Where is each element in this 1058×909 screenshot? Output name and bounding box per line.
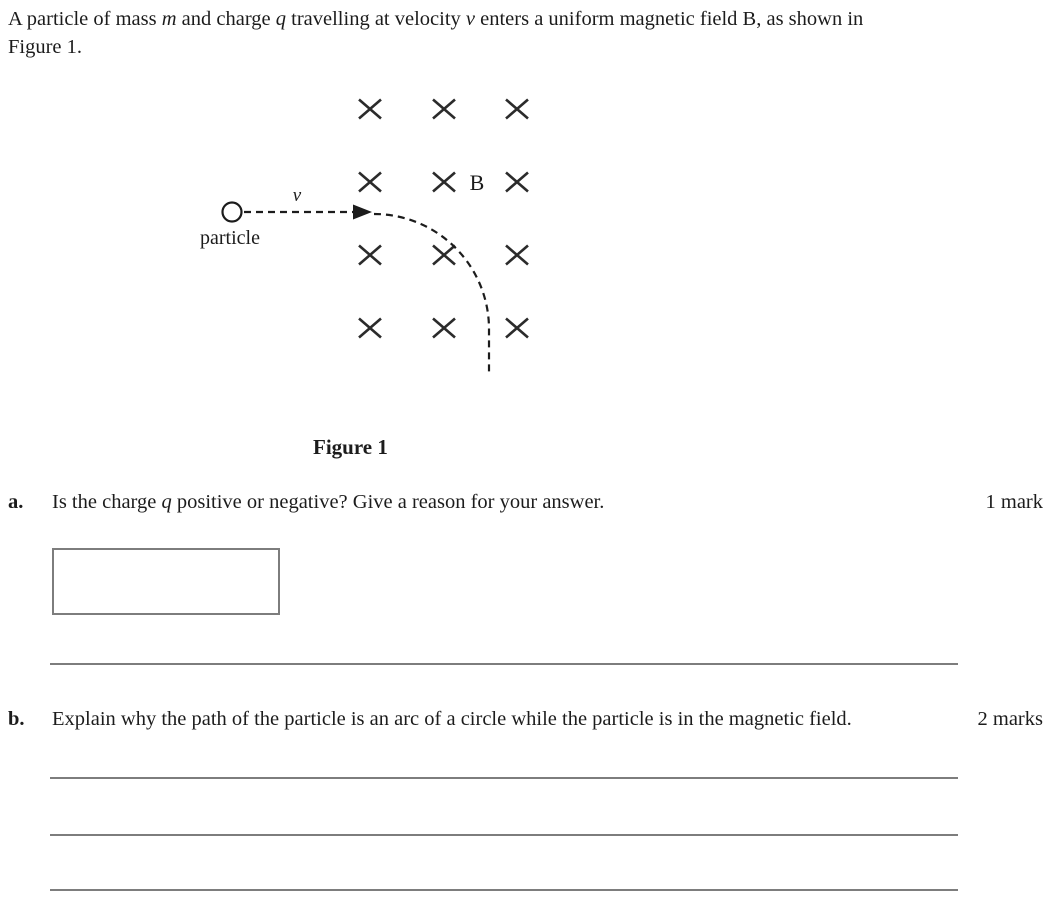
field-into-page-mark: [433, 246, 455, 265]
question-b-marks: 2 marks: [977, 708, 1043, 730]
answer-line-b-3[interactable]: [50, 889, 958, 891]
field-into-page-mark: [359, 100, 381, 119]
answer-box-a[interactable]: [52, 548, 280, 615]
particle-label: particle: [200, 227, 260, 249]
figure-caption: Figure 1: [313, 435, 388, 459]
particle-path-curve: [374, 214, 489, 374]
answer-line-a-1[interactable]: [50, 663, 958, 665]
field-into-page-mark: [359, 319, 381, 338]
question-a-letter: a.: [8, 491, 24, 513]
question-intro: [8, 5, 1052, 61]
question-b-text: Explain why the path of the particle is an arc of a circle while the particle is in the magnetic field.: [52, 708, 852, 730]
field-into-page-mark: [359, 173, 381, 192]
field-into-page-mark: [433, 100, 455, 119]
answer-line-b-1[interactable]: [50, 777, 958, 779]
question-b-letter: b.: [8, 708, 25, 730]
field-into-page-mark: [506, 319, 528, 338]
intro-line-2: Figure 1.: [8, 36, 83, 58]
field-label: B: [469, 170, 485, 195]
field-into-page-mark: [506, 173, 528, 192]
particle-marker: [223, 203, 242, 222]
intro-line-1: A particle of mass m and charge q travelling at velocity v enters a uniform magnetic field B, as shown in: [8, 8, 864, 30]
field-into-page-mark: [506, 100, 528, 119]
question-a-marks: 1 mark: [985, 491, 1043, 513]
field-marks-layer: [359, 100, 528, 338]
field-into-page-mark: [433, 319, 455, 338]
figure-1-diagram: [180, 85, 550, 385]
velocity-label: v: [292, 185, 302, 206]
field-into-page-mark: [433, 173, 455, 192]
question-a-text: Is the charge q positive or negative? Give a reason for your answer.: [52, 491, 605, 513]
field-into-page-mark: [506, 246, 528, 265]
field-into-page-mark: [359, 246, 381, 265]
answer-line-b-2[interactable]: [50, 834, 958, 836]
velocity-arrowhead-icon: [353, 205, 372, 220]
